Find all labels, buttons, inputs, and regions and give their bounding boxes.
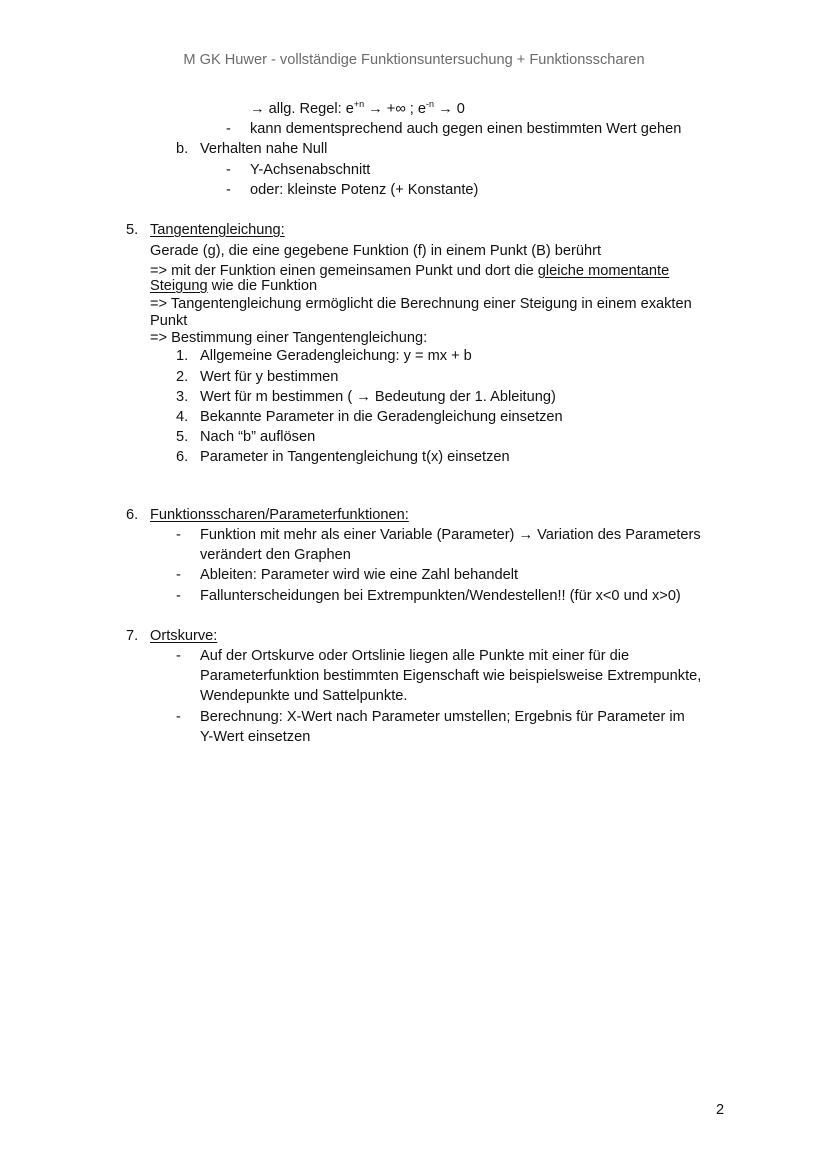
list-item: oder: kleinste Potenz (+ Konstante) [250, 182, 479, 198]
section-number: 6. [126, 507, 139, 523]
dash-marker: - [176, 648, 181, 664]
list-item: Funktion mit mehr als einer Variable (Parameter) → Variation des Parameters [200, 527, 701, 543]
section-title: Funktionsscharen/Parameterfunktionen: [150, 507, 409, 523]
step-number: 4. [176, 409, 189, 425]
section-title: Ortskurve: [150, 628, 218, 644]
page-number: 2 [716, 1102, 725, 1118]
step-number: 1. [176, 348, 189, 364]
list-item: Ableiten: Parameter wird wie eine Zahl behandelt [200, 567, 518, 583]
limit-rule-mid: → +∞ ; e [364, 101, 427, 117]
text-segment: wie die Funktion [207, 278, 318, 294]
step-item: Nach “b” auflösen [200, 429, 316, 445]
limit-rule [250, 99, 465, 119]
limit-rule-prefix: → allg. Regel: e [250, 101, 354, 117]
step-item: Wert für y bestimmen [200, 369, 339, 385]
step-number: 6. [176, 449, 189, 465]
list-item-continuation: verändert den Graphen [200, 547, 351, 563]
text-segment: => mit der Funktion einen gemeinsamen Punkt und dort die [150, 263, 538, 279]
exponent-positive: +n [353, 99, 365, 109]
list-item-continuation: Parameterfunktion bestimmten Eigenschaft wie beispielsweise Extrempunkte, [200, 668, 702, 684]
text-line: Gerade (g), die eine gegebene Funktion (f) in einem Punkt (B) berührt [150, 243, 602, 259]
list-item: Verhalten nahe Null [200, 141, 328, 157]
step-number: 5. [176, 429, 189, 445]
underlined-text: Steigung [150, 278, 208, 294]
list-marker: b. [176, 141, 189, 157]
step-number: 2. [176, 369, 189, 385]
text-line [150, 276, 317, 296]
list-item: kann dementsprechend auch gegen einen bestimmten Wert gehen [250, 121, 682, 137]
section-number: 5. [126, 222, 139, 238]
dash-marker: - [176, 709, 181, 725]
exponent-negative: -n [426, 99, 435, 109]
dash-marker: - [176, 588, 181, 604]
dash-marker: - [176, 527, 181, 543]
section-title: Tangentengleichung: [150, 222, 285, 238]
list-item: Berechnung: X-Wert nach Parameter umstellen; Ergebnis für Parameter im [200, 709, 685, 725]
list-item: Y-Achsenabschnitt [250, 162, 371, 178]
dash-marker: - [176, 567, 181, 583]
text-line: => Tangentengleichung ermöglicht die Berechnung einer Steigung in einem exakten [150, 296, 692, 312]
step-item: Bekannte Parameter in die Geradengleichung einsetzen [200, 409, 563, 425]
step-item: Parameter in Tangentengleichung t(x) einsetzen [200, 449, 510, 465]
section-number: 7. [126, 628, 139, 644]
list-item-continuation: Wendepunkte und Sattelpunkte. [200, 688, 408, 704]
step-number: 3. [176, 389, 189, 405]
step-item: Wert für m bestimmen ( → Bedeutung der 1. Ableitung) [200, 389, 556, 405]
limit-rule-end: → 0 [434, 101, 465, 117]
underlined-text: gleiche momentante [537, 263, 670, 279]
text-line: => Bestimmung einer Tangentengleichung: [150, 330, 428, 346]
dash-marker: - [226, 162, 231, 178]
dash-marker: - [226, 182, 231, 198]
list-item-continuation: Y-Wert einsetzen [200, 729, 311, 745]
list-item: Fallunterscheidungen bei Extrempunkten/Wendestellen!! (für x<0 und x>0) [200, 588, 681, 604]
page-header: M GK Huwer - vollständige Funktionsuntersuchung + Funktionsscharen [183, 52, 645, 68]
list-item: Auf der Ortskurve oder Ortslinie liegen alle Punkte mit einer für die [200, 648, 630, 664]
dash-marker: - [226, 121, 231, 137]
step-item: Allgemeine Geradengleichung: y = mx + b [200, 348, 472, 364]
text-line: Punkt [150, 313, 188, 329]
